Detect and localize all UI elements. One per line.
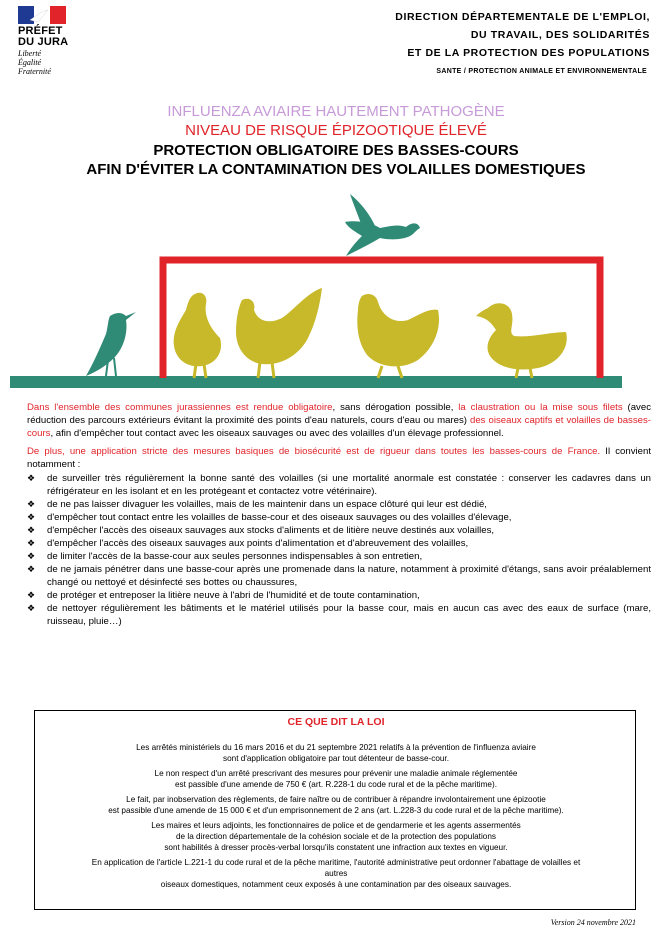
list-item: ❖ d'empêcher l'accès des oiseaux sauvages aux points d'alimentation et d'abreuvement des volailles, — [27, 538, 469, 549]
law-paragraph: Le fait, par inobservation des règlements, de faire naître ou de contribuer à répandre involontairement une épizootie est passible d'une amende de 15 000 € et d'un emprisonnement de 2 ans (art. L.228-3 du code rural et de la pêche maritime). — [108, 795, 564, 815]
list-item: ❖ de surveiller très régulièrement la bonne santé des volailles (si une mortalité anormale est constatée : conserver les cadavres dans un réfrigérateur en les isolant et en les protégeant et contactez votre vétérinaire). — [27, 473, 651, 497]
measures-list — [27, 472, 651, 628]
turkey-icon — [174, 293, 221, 378]
biosecurity-paragraph: De plus, une application stricte des mesures basiques de biosécurité est de rigueur dans toutes les basses-cours de France. Il convient notamment : — [27, 446, 651, 470]
republic-motto: Liberté Égalité Fraternité — [18, 49, 51, 76]
list-item: ❖ de ne jamais pénétrer dans une basse-cour après une promenade dans la nature, notamment à proximité d'étangs, sans avoir préalablement changé ou nettoyé et désinfecté ses bottes ou chaussures, — [27, 564, 651, 588]
issuing-direction: DIRECTION DÉPARTEMENTALE DE L'EMPLOI, DU TRAVAIL, DES SOLIDARITÉS ET DE LA PROTECTION DES POPULATIONS — [395, 11, 650, 59]
chicken-icon — [357, 294, 439, 378]
duck-icon — [476, 303, 567, 378]
list-item: ❖ d'empêcher tout contact entre les volailles de basse-cour et des oiseaux sauvages ou des volailles d'élevage, — [27, 512, 512, 523]
list-item: ❖ de ne pas laisser divaguer les volailles, mais de les maintenir dans un espace clôturé qui leur est dédié, — [27, 499, 487, 510]
diamond-bullet-icon: ❖ — [27, 499, 36, 509]
law-box-title: CE QUE DIT LA LOI — [287, 716, 385, 728]
intro-paragraph: Dans l'ensemble des communes jurassiennes est rendue obligatoire, sans dérogation possible, la claustration ou la mise sous filets (avec réduction des parcours extérieurs évitant la proximité des points d'eau naturels, cours d'eau ou mares) des oiseaux captifs et volailles de basses-cours, afin d'empêcher tout contact avec les oiseaux sauvages ou avec des volailles d'un élevage professionnel. — [27, 402, 651, 439]
law-paragraph: Le non respect d'un arrêté prescrivant des mesures pour prévenir une maladie animale réglementée est passible d'une amende de 750 € (art. R.228-1 du code rural et de la pêche maritime). — [154, 769, 518, 789]
law-paragraph: En application de l'article L.221-1 du code rural et de la pêche maritime, l'autorité administrative peut ordonner l'abattage de volailles et autres oiseaux domestiques, notamment ceux exposés à une contamination par des oiseaux sauvages. — [91, 858, 581, 889]
title-risk-level: NIVEAU DE RISQUE ÉPIZOOTIQUE ÉLEVÉ — [185, 122, 487, 139]
diamond-bullet-icon: ❖ — [27, 603, 36, 613]
title-disease: INFLUENZA AVIAIRE HAUTEMENT PATHOGÈNE — [167, 103, 505, 120]
logo-text: PRÉFET DU JURA — [18, 25, 69, 48]
title-purpose: AFIN D'ÉVITER LA CONTAMINATION DES VOLAILLES DOMESTIQUES — [86, 161, 586, 178]
republic-flag-logo — [18, 6, 66, 24]
list-item: ❖ de nettoyer régulièrement les bâtiments et le matériel utilisés pour la basse cour, mais en aucun cas avec des eaux de surface (mare, ruisseau, pluie…) — [27, 603, 651, 627]
body-text — [27, 401, 651, 628]
title-protection: PROTECTION OBLIGATOIRE DES BASSES-COURS — [153, 142, 519, 159]
diamond-bullet-icon: ❖ — [27, 512, 36, 522]
law-box-text — [80, 742, 592, 894]
diamond-bullet-icon: ❖ — [27, 590, 36, 600]
wild-bird-icon — [86, 312, 136, 376]
list-item: ❖ de protéger et entreposer la litière neuve à l'abri de l'humidité et de toute contamination, — [27, 590, 420, 601]
ground-bar — [10, 376, 622, 388]
diamond-bullet-icon: ❖ — [27, 551, 36, 561]
law-paragraph: Les maires et leurs adjoints, les fonctionnaires de police et de gendarmerie et les agents assermentés de la direction départementale de la cohésion sociale et de la protection des populations sont habilités à dresser procès-verbal lorsqu'ils constatent une infraction aux textes en vigueur. — [151, 821, 521, 852]
list-item: ❖ d'empêcher l'accès des oiseaux sauvages aux stocks d'aliments et de litière neuve destinés aux volailles, — [27, 525, 495, 536]
diamond-bullet-icon: ❖ — [27, 473, 36, 483]
diamond-bullet-icon: ❖ — [27, 538, 36, 548]
law-paragraph: Les arrêtés ministériels du 16 mars 2016 et du 21 septembre 2021 relatifs à la prévention de l'influenza aviaire sont d'application obligatoire par tout détenteur de basse-cour. — [136, 743, 536, 763]
diamond-bullet-icon: ❖ — [27, 564, 36, 574]
poultry-enclosure-illustration — [10, 192, 632, 392]
list-item: ❖ de limiter l'accès de la basse-cour aux seules personnes indispensables à son entretien, — [27, 551, 423, 562]
service-name: SANTE / PROTECTION ANIMALE ET ENVIRONNEMENTALE — [436, 68, 647, 75]
version-date: Version 24 novembre 2021 — [550, 918, 636, 927]
hen-icon — [236, 288, 322, 378]
diamond-bullet-icon: ❖ — [27, 525, 36, 535]
wild-duck-icon — [345, 194, 420, 256]
